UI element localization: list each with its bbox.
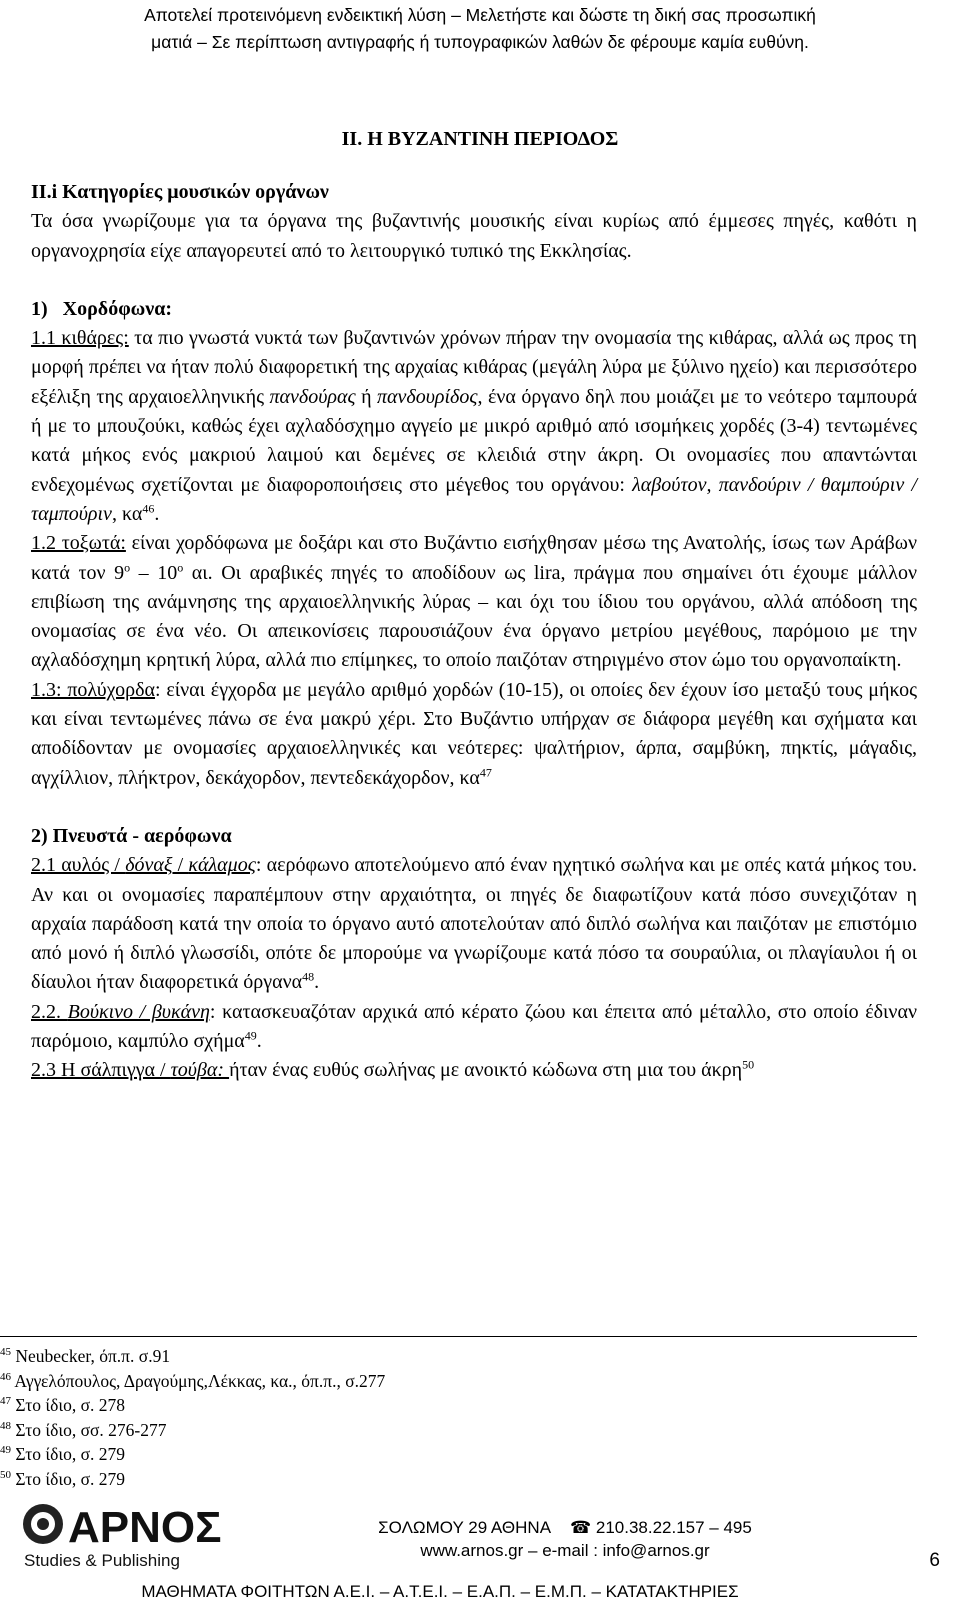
- phone-icon: ☎: [569, 1518, 592, 1537]
- footnote-ref-47: 47: [479, 764, 492, 779]
- main-text: [31, 178, 917, 1086]
- boukino-paragraph: 2.2. Βούκινο / βυκάνη: κατασκευαζόταν αρχικά από κέρατο ζώου και έπειτα από μέταλλο, στο οποίο έδιναν παρόμοιο, καμπύλο σχήμα$^{49}$.: [31, 1000, 917, 1053]
- page-title: ΙΙ. Η ΒΥΖΑΝΤΙΝΗ ΠΕΡΙΟΔΟΣ: [341, 128, 619, 150]
- page-number: 6: [929, 1550, 940, 1571]
- footnote-ref-50: 50: [742, 1057, 755, 1072]
- section-intro: Τα όσα γνωρίζουμε για τα όργανα της βυζαντινής μουσικής είναι κυρίως από έμμεσες πηγές, καθότι η οργανοχρησία είχε απαγορευτεί από το λειτουργικό τυπικό της Εκκλησίας.: [31, 210, 917, 262]
- section-heading: ΙΙ.i Κατηγορίες μουσικών οργάνων: [31, 181, 329, 203]
- salpinx-paragraph: 2.3 Η σάλπιγγα / τούβα: ήταν ένας ευθύς σωλήνας με ανοικτό κώδωνα στη μια του άκρη$^{50}$: [31, 1057, 755, 1082]
- courses-line: ΜΑΘΗΜΑΤΑ ΦΟΙΤΗΤΩΝ Α.Ε.Ι. – Α.Τ.Ε.Ι. – Ε.Α.Π. – Ε.Μ.Π. – ΚΑΤΑΤΑΚΤΗΡΙΕΣ: [141, 1582, 739, 1601]
- web-email: www.arnos.gr – e-mail : info@arnos.gr: [420, 1541, 710, 1560]
- aulos-label: 2.1 αυλός / δόναξ / κάλαμος: [31, 854, 256, 877]
- footnote-item: $^{49}$ Στο ίδιο, σ. 279: [0, 1444, 125, 1465]
- salpinx-label: 2.3 Η σάλπιγγα / τούβα:: [31, 1059, 230, 1082]
- footnote-ref-46: 46: [142, 501, 155, 516]
- aulos-paragraph: 2.1 αυλός / δόναξ / κάλαμος: αερόφωνο αποτελούμενο από έναν ηχητικό σωλήνα και με οπές κατά μήκος του. Αν και οι ονομασίες παραπέμπουν στην αρχαιότητα, οι πηγές δε διαφωτίζουν κατά πόσο συνεχιζόταν η αρχαία παράδοση κατά την οποία το όργανο αυτό αποτελούταν από διπλό σωλήνα και παιζόταν με επιστόμιο από μονό ή διπλό γλωσσίδι, οπότε δε μπορούμε να γνωρίζουμε κατά πόσο τα σουραύλια, οι πλαγίαυλοι ή οι δίαυλοι ήταν διαφορετικά όργανα$^{48}$.: [31, 854, 917, 994]
- polychorda-paragraph: 1.3: πολύχορδα: είναι έγχορδα με μεγάλο αριθμό χορδών (10-15), οι οποίες δεν έχουν ίσο μεταξύ τους μήκος και είναι τεντωμένες πάνω σε ένα μακρύ χέρι. Στο Βυζάντιο υπήρχαν σε διάφορα μεγέθη και σχήματα και αποδίδονταν με ονομασίες αρχαιοελληνικές και νεότερες: ψαλτήριον, άρπα, σαμβύκη, πηκτίς, μάγαδις, αγχίλλιον, πλήκτρον, δεκάχορδον, πεντεδεκάχορδον, $\kappa\alpha^{47}$: [31, 678, 917, 789]
- footnote-item: $^{46}$ Αγγελόπουλος, Δραγούμης,Λέκκας, κα., όπ.π., σ.277: [0, 1370, 386, 1391]
- aerophones-heading: 2) Πνευστά - αερόφωνα: [31, 824, 232, 847]
- chordophones-heading: 1) Χορδόφωνα:: [31, 297, 173, 320]
- footnote-item: $^{50}$ Στο ίδιο, σ. 279: [0, 1468, 125, 1489]
- arnos-logo: [18, 1500, 248, 1570]
- toxota-label: 1.2 τοξωτά:: [31, 532, 126, 555]
- footnotes: [0, 1344, 385, 1492]
- footnote-ref-48: 48: [302, 969, 315, 984]
- address: ΣΟΛΩΜΟΥ 29 ΑΘΗΝΑ: [378, 1518, 552, 1537]
- contact-info: [345, 1516, 785, 1562]
- logo-subtitle: Studies & Publishing: [24, 1551, 180, 1570]
- phone-number: 210.38.22.157 – 495: [595, 1518, 752, 1537]
- polychorda-label: 1.3: πολύχορδα: [31, 678, 155, 701]
- footnote-item: $^{45}$ Neubecker, όπ.π. σ.91: [0, 1346, 171, 1366]
- logo-text: ΑΡΝΟΣ: [68, 1503, 222, 1552]
- footnote-item: $^{48}$ Στο ίδιο, σσ. 276-277: [0, 1419, 167, 1440]
- kitharai-label: 1.1 κιθάρες:: [31, 327, 129, 350]
- boukino-label: 2.2. Βούκινο / βυκάνη: [31, 1000, 210, 1023]
- disclaimer-header: [0, 2, 960, 56]
- footnote-item: $^{47}$ Στο ίδιο, σ. 278: [0, 1395, 125, 1416]
- disclaimer-line-1: Αποτελεί προτεινόμενη ενδεικτική λύση – Μελετήστε και δώστε τη δική σας προσωπική: [144, 5, 816, 25]
- page-footer: [0, 1500, 960, 1619]
- disclaimer-line-2: ματιά – Σε περίπτωση αντιγραφής ή τυπογραφικών λαθών δε φέρουμε καμία ευθύνη.: [151, 32, 809, 52]
- footnote-ref-49: 49: [244, 1028, 257, 1043]
- kitharai-paragraph: 1.1 κιθάρες: τα πιο γνωστά νυκτά των βυζαντινών χρόνων πήραν την ονομασία της κιθάρας, αλλά ως προς τη μορφή πρέπει να ήταν πολύ διαφορετική της αρχαίας κιθάρας (μεγάλη λύρα με ξύλινο ηχείο) και περισσότερο εξέλιξη της αρχαιοελληνικής πανδούρας ή πανδουρίδος, ένα όργανο δηλ που μοιάζει με το νεότερο ταμπουρά ή με το μπουζούκι, καθώς έχει αχλαδόσχημο αγγείο με μικρό αριθμό από ισομήκεις χορδές (3-4) τεντωμένες κατά μήκος ενός μακριού λαιμού και δεμένες σε κλειδιά στην άκρη. Οι ονομασίες που απαντώνται ενδεχομένως σχετίζονται με διαφοροποιήσεις στο μέγεθος του οργάνου: λαβούτον, πανδούριν / θαμπούριν / ταμπούριν, $\kappa\alpha^{46}$.: [31, 327, 917, 525]
- footnote-separator: [0, 1336, 917, 1337]
- toxota-paragraph: 1.2 τοξωτά: είναι χορδόφωνα με δοξάρι και στο Βυζάντιο εισήχθησαν μέσω της Ανατολής, ίσως των Αράβων κατά τον $9^o - 10^o$ αι. Οι αραβικές πηγές το αποδίδουν ως lira, πράγμα που σημαίνει ότι έχουμε μάλλον επιβίωση της ανάμνησης της αρχαιοελληνικής λύρας – και όχι του ίδιου του οργάνου, αλλά απόδοση της ονομασίας σε ένα νέο. Οι απεικονίσεις παρουσιάζουν ένα όργανο μετρίου μεγέθους, παρόμοιο με την αχλαδόσχημη κρητική λύρα, αλλά πιο επίμηκες, το οποίο παιζόταν στηριγμένο στον ώμο του οργανοπαίκτη.: [31, 532, 917, 672]
